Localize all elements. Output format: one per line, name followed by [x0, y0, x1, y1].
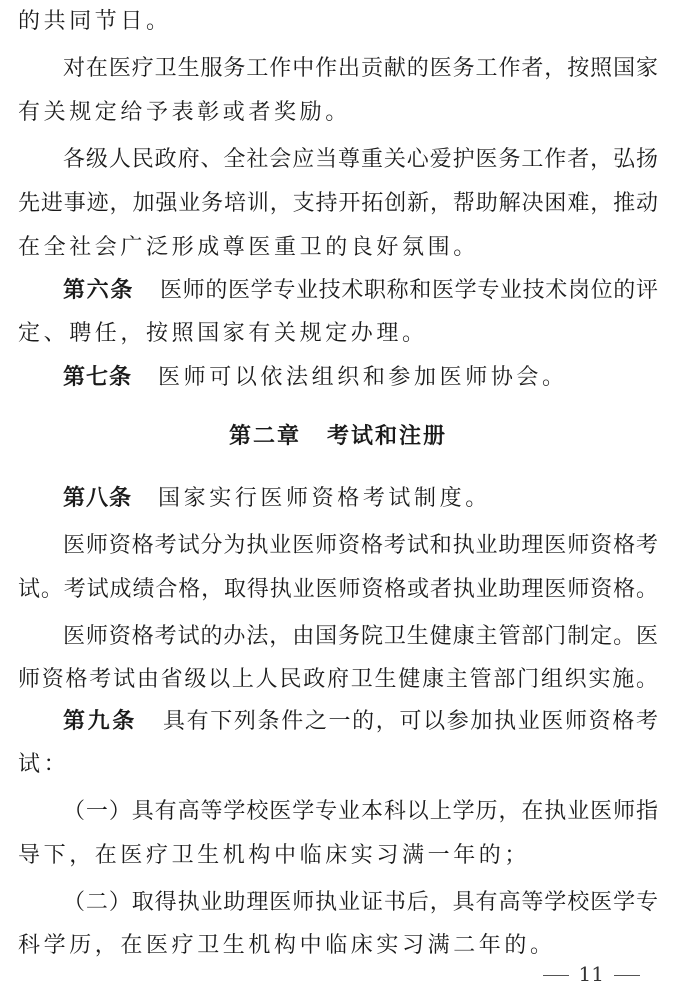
page-number: 11	[533, 958, 650, 990]
paragraph-line: 有关规定给予表彰或者奖励。	[18, 100, 351, 125]
article-line: 第九条 具有下列条件之一的，可以参加执业医师资格考	[63, 709, 658, 734]
paragraph-line: 医师资格考试的办法，由国务院卫生健康主管部门制定。医	[63, 624, 658, 649]
paragraph-line: 试：	[18, 752, 70, 777]
paragraph-line: 的共同节日。	[18, 9, 172, 34]
paragraph-line: 试。考试成绩合格，取得执业医师资格或者执业助理医师资格。	[18, 577, 658, 602]
article-label: 第七条	[63, 365, 133, 390]
paragraph-line: （二）取得执业助理医师执业证书后，具有高等学校医学专	[63, 890, 658, 915]
article-label: 第六条	[63, 278, 134, 303]
article-line: 第七条 医师可以依法组织和参加医师协会。	[63, 365, 568, 390]
paragraph-line: 定、聘任，按照国家有关规定办理。	[18, 321, 428, 346]
article-line: 第八条 国家实行医师资格考试制度。	[63, 486, 491, 511]
paragraph-line: 各级人民政府、全社会应当尊重关心爱护医务工作者，弘扬	[63, 147, 658, 172]
paragraph-line: 在全社会广泛形成尊医重卫的良好氛围。	[18, 235, 479, 260]
chapter-heading	[0, 417, 676, 457]
paragraph-line: 医师资格考试分为执业医师资格考试和执业助理医师资格考	[63, 533, 658, 558]
chapter-number: 第二章	[228, 424, 301, 449]
paragraph-line: 先进事迹，加强业务培训，支持开拓创新，帮助解决困难，推动	[18, 191, 658, 216]
paragraph-line: （一）具有高等学校医学专业本科以上学历，在执业医师指	[63, 799, 658, 824]
paragraph-line: 导下，在医疗卫生机构中临床实习满一年的；	[18, 843, 531, 868]
article-line: 第六条 医师的医学专业技术职称和医学专业技术岗位的评	[63, 278, 658, 303]
paragraph-line: 师资格考试由省级以上人民政府卫生健康主管部门组织实施。	[18, 667, 658, 692]
paragraph-line: 对在医疗卫生服务工作中作出贡献的医务工作者，按照国家	[63, 56, 658, 81]
chapter-title: 考试和注册	[327, 424, 448, 449]
paragraph-line: 科学历，在医疗卫生机构中临床实习满二年的。	[18, 933, 556, 958]
dash-decoration	[614, 975, 640, 976]
article-label: 第九条	[63, 709, 137, 734]
article-label: 第八条	[63, 486, 133, 511]
dash-decoration	[543, 975, 569, 976]
